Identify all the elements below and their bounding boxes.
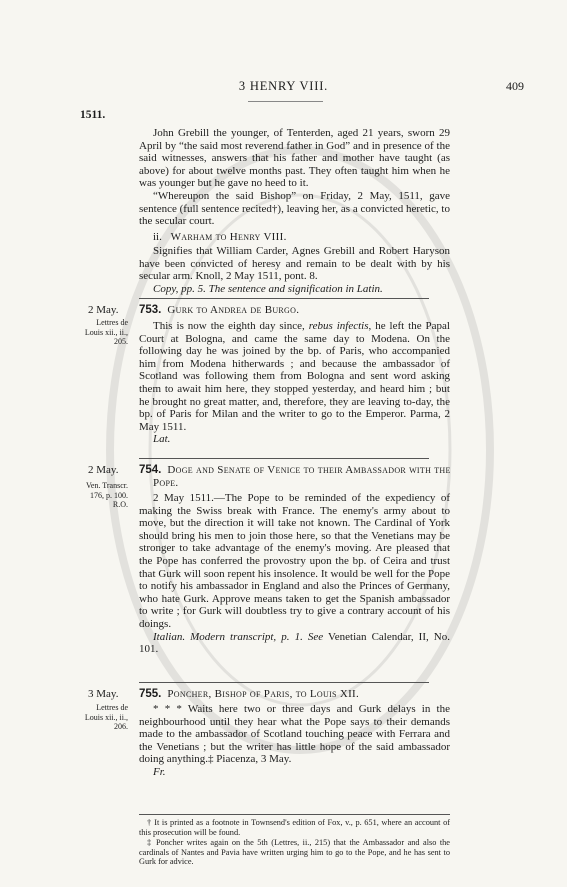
intro-note: Copy, pp. 5. The sentence and signification in Latin.	[153, 282, 383, 295]
year-label: 1511.	[80, 109, 106, 121]
header-rule	[248, 101, 323, 102]
intro-paragraph: “Whereupon the said Bishop” on Friday, 2 May, 1511, gave sentence (full sentence recited†), leaving her, as a convicted heretic, to the secular court.	[139, 189, 450, 228]
entry-number: 754.	[139, 464, 162, 476]
entry-note: Lat.	[153, 433, 171, 446]
footnote-rule	[139, 814, 450, 815]
intro-paragraph: John Grebill the younger, of Tenterden, aged 21 years, sworn 29 April by “the said most reverend father in God” and in presence of the said witnesses, answers that his father and mother have taught (as above) for about twelve months past. They often taught him when he was younger but he gave no heed to it.	[139, 127, 450, 190]
entry-date: 2 May.	[88, 464, 119, 476]
running-title: 3 HENRY VIII.	[238, 79, 329, 93]
entry-title: Doge and Senate of Venice to their Ambassador with the Pope.	[153, 464, 451, 489]
section-rule	[139, 458, 429, 459]
entry-date: 2 May.	[88, 304, 119, 316]
sub-name: Warham to Henry VIII.	[170, 231, 287, 243]
footnote: † It is printed as a footnote in Townsend's edition of Fox, v., p. 651, where an account of this prosecution will be found.	[139, 818, 450, 837]
entry-date: 3 May.	[88, 688, 119, 700]
entry-number: 753.	[139, 304, 162, 316]
sub-numeral: ii.	[153, 231, 162, 243]
section-rule	[139, 682, 429, 683]
entry-number: 755.	[139, 688, 162, 700]
intro-block	[139, 127, 450, 228]
entry-source: Lettres de Louis xii., ii., 206.	[84, 703, 128, 731]
entry-paragraph: This is now the eighth day since, rebus infectis, he left the Papal Court at Bologna, and came the same day to Modena. On the following day he was joined by the bp. of Paris, who accompanied him from Modena hitherwards ; and because the ambassador of Scotland was following them from Bologna and sent word asking them to await him here, they stopped yesterday, and heard him ; but he brought no great matter, and, therefore, they are leaving to-day, the bp. of Paris for Milan and the writer to go to the Emperor. Parma, 2 May 1511.	[139, 320, 450, 433]
entry-paragraph: 2 May 1511.—The Pope to be reminded of the expediency of making the Swiss break with France. The enemy's army about to move, but the direction it will take not known. The Cardinal of York should bring his men to join those here, so that the Venetians may be stronger to take advantage of the enemy's moving. Are pleased that the Pope has conferred the provostry upon the bp. of Ceira and trust that Gurk will soon repent his insolence. It would be well for the Pope to notify his ambassador in England and also the Princes of Germany, who hate Gurk. Approve means taken to get the Spanish ambassador to write ; for Gurk will doubtless try to give a contrary account of his doings.	[139, 492, 450, 630]
intro-paragraph: Signifies that William Carder, Agnes Grebill and Robert Haryson have been convicted of heresy and remain to be dealt with by his secular arm. Knoll, 2 May 1511, pont. 8.	[139, 245, 450, 283]
entry-title: Poncher, Bishop of Paris, to Louis XII.	[167, 688, 360, 700]
entry-title: Gurk to Andrea de Burgo.	[167, 304, 300, 316]
entry-source: Ven. Transcr. 176, p. 100. R.O.	[85, 481, 128, 509]
footnote: ‡ Poncher writes again on the 5th (Lettres, ii., 215) that the Ambassador and also the cardinals of Nantes and Pavia have written urging him to go to the Pope, and he has sent to Gurk for advice.	[139, 838, 450, 867]
entry-heading	[139, 464, 464, 489]
footnotes	[139, 818, 450, 868]
section-rule	[139, 298, 429, 299]
intro-block-2	[139, 245, 450, 295]
entry-note: Italian. Modern transcript, p. 1. See Venetian Calendar, II, No. 101.	[139, 630, 450, 656]
sub-heading	[139, 231, 450, 244]
entry-heading	[139, 304, 450, 317]
entry-body	[139, 703, 450, 779]
entry-paragraph: * * * Waits here two or three days and Gurk delays in the neighbourhood until they hear what the Pope says to their demands made to the ambassador of Scotland touching peace with Ferrara and the Venetians ; but the writer has little hope of the said ambassador doing anything.‡ Piacenza, 3 May.	[139, 703, 450, 766]
entry-heading	[139, 688, 450, 701]
entry-body	[139, 320, 450, 446]
entry-source: Lettres de Louis xii., ii., 205.	[84, 318, 128, 346]
entry-body	[139, 492, 450, 656]
page-number: 409	[506, 79, 524, 93]
entry-note: Fr.	[153, 765, 166, 778]
